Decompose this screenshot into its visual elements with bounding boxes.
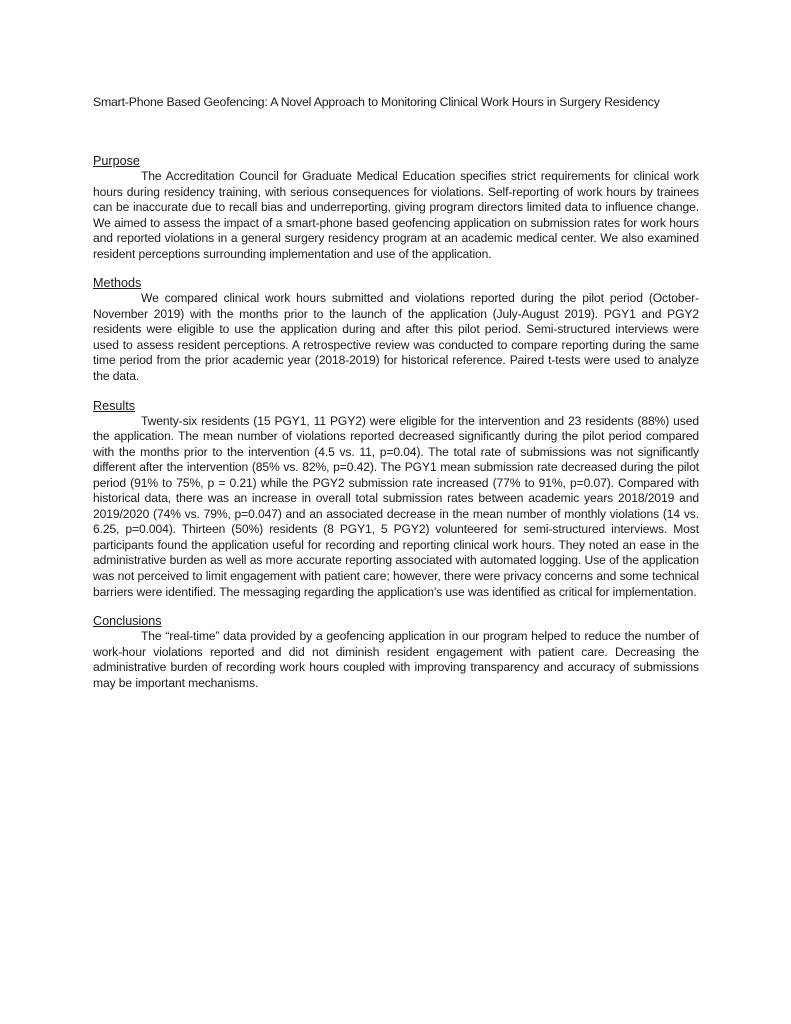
section-conclusions	[93, 614, 699, 691]
section-heading-results: Results	[93, 398, 135, 413]
section-body-purpose: The Accreditation Council for Graduate Medical Education specifies strict requirements for clinical work hours during residency training, with serious consequences for violations. Self-reporting of work hours by trainees can be inaccurate due to recall bias and underreporting, giving program directors limited data to influence change. We aimed to assess the impact of a smart-phone based geofencing application on submission rates for work hours and reported violations in a general surgery residency program at an academic medical center. We also examined resident perceptions surrounding implementation and use of the application.	[93, 169, 699, 261]
section-heading-purpose: Purpose	[93, 154, 140, 168]
section-body-methods: We compared clinical work hours submitted and violations reported during the pilot period (October-November 2019) with the months prior to the launch of the application (July-August 2019). PGY1 and PGY2 residents were eligible to use the application during and after this pilot period. Semi-structured interviews were used to assess resident perceptions. A retrospective review was conducted to compare reporting during the same time period from the prior academic year (2018-2019) for historical reference. Paired t-tests were used to analyze the data.	[93, 291, 699, 384]
section-methods	[93, 276, 699, 384]
section-heading-conclusions: Conclusions	[93, 614, 162, 629]
section-heading-methods: Methods	[93, 276, 142, 291]
section-purpose	[93, 154, 699, 262]
document-page	[93, 94, 699, 705]
document-title: Smart-Phone Based Geofencing: A Novel Approach to Monitoring Clinical Work Hours in Surgery Residency	[93, 95, 660, 109]
section-body-results: Twenty-six residents (15 PGY1, 11 PGY2) were eligible for the intervention and 23 residents (88%) used the application. The mean number of violations reported decreased significantly during the pilot period compared with the months prior to the intervention (4.5 vs. 11, p=0.04). The total rate of submissions was not significantly different after the intervention (85% vs. 82%, p=0.42). The PGY1 mean submission rate decreased during the pilot period (91% to 75%, p = 0.21) while the PGY2 submission rate increased (77% to 91%, p=0.07). Compared with historical data, there was an increase in overall total submission rates between academic years 2018/2019 and 2019/2020 (74% vs. 79%, p=0.047) and an associated decrease in the mean number of monthly violations (14 vs. 6.25, p=0.004). Thirteen (50%) residents (8 PGY1, 5 PGY2) volunteered for semi-structured interviews. Most participants found the application useful for recording and reporting clinical work hours. They noted an ease in the administrative burden as well as more accurate reporting associated with automated logging. Use of the application was not perceived to limit engagement with patient care; however, there were privacy concerns and some technical barriers were identified. The messaging regarding the application’s use was identified as critical for implementation.	[93, 413, 699, 599]
section-results	[93, 399, 699, 601]
section-body-conclusions: The “real-time” data provided by a geofencing application in our program helped to reduce the number of work-hour violations reported and did not diminish resident engagement with patient care. Decreasing the administrative burden of recording work hours coupled with improving transparency and accuracy of submissions may be important mechanisms.	[93, 629, 699, 690]
